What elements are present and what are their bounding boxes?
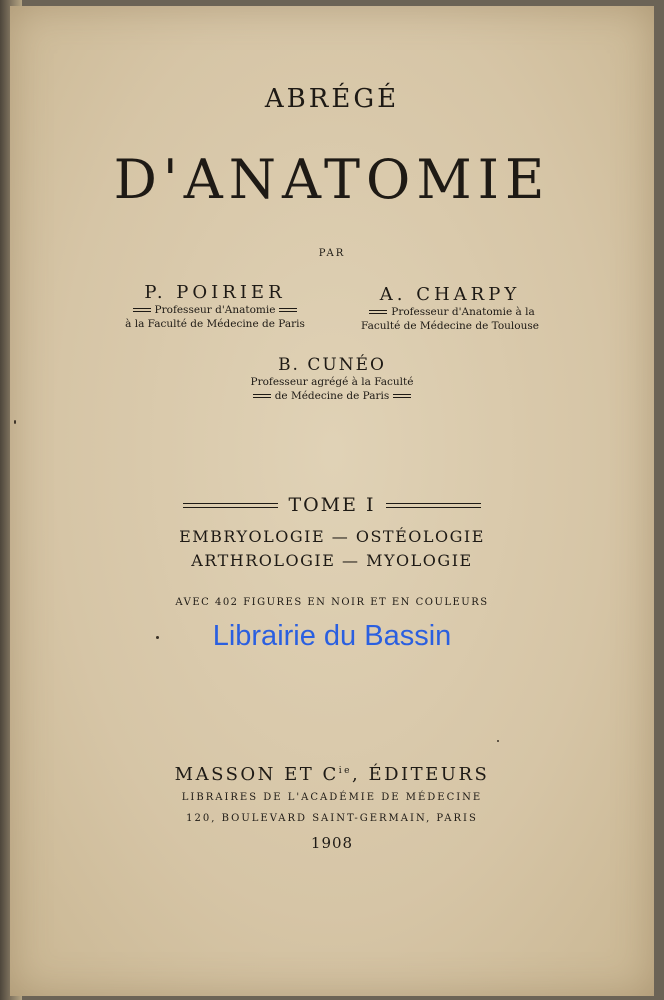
- ornament-rule: [369, 310, 387, 314]
- publisher-end: , ÉDITEURS: [352, 764, 490, 785]
- author-name: A. CHARPY: [379, 284, 521, 305]
- subjects-line-2: ARTHROLOGIE — MYOLOGIE: [191, 551, 473, 570]
- author-desc-line1: Professeur agrégé à la Faculté: [250, 376, 414, 388]
- subjects-line-1: EMBRYOLOGIE — OSTÉOLOGIE: [179, 527, 485, 546]
- author-desc-line2: Faculté de Médecine de Toulouse: [361, 320, 539, 332]
- publisher-line-2: LIBRAIRES DE L'ACADÉMIE DE MÉDECINE: [181, 792, 483, 803]
- bookseller-watermark: Librairie du Bassin: [212, 620, 452, 652]
- publisher-sup: ie: [338, 766, 353, 776]
- author-cuneo: [224, 355, 440, 403]
- ornament-rule: [393, 394, 411, 398]
- paper-speck: [14, 420, 16, 424]
- author-charpy: [355, 284, 545, 333]
- author-desc-line2: de Médecine de Paris: [274, 390, 390, 402]
- publisher-address: 120, BOULEVARD SAINT-GERMAIN, PARIS: [186, 813, 478, 824]
- par-label: PAR: [318, 248, 346, 259]
- publisher-name: [0, 764, 664, 785]
- title-abrege: ABRÉGÉ: [264, 84, 400, 114]
- ornament-rule: [279, 308, 297, 312]
- author-name: P. POIRIER: [144, 282, 286, 303]
- publisher-main: MASSON ET C: [174, 764, 339, 785]
- ornament-rule: [133, 308, 151, 312]
- author-desc-line1: Professeur d'Anatomie: [154, 304, 276, 316]
- paper-speck: [497, 740, 499, 742]
- figures-note: AVEC 402 FIGURES EN NOIR ET EN COULEURS: [175, 597, 489, 608]
- tome-label: TOME I: [288, 494, 376, 516]
- publication-year: 1908: [310, 834, 354, 852]
- paper-speck: [156, 636, 159, 639]
- tome-heading: [0, 494, 664, 516]
- tome-rule-right: [386, 503, 481, 508]
- author-desc-line2: à la Faculté de Médecine de Paris: [125, 318, 305, 330]
- author-desc-line1: Professeur d'Anatomie à la: [391, 306, 535, 318]
- author-poirier: [120, 282, 310, 331]
- title-anatomie: D'ANATOMIE: [113, 148, 551, 211]
- author-name: B. CUNÉO: [278, 355, 386, 375]
- tome-rule-left: [183, 503, 278, 508]
- ornament-rule: [253, 394, 271, 398]
